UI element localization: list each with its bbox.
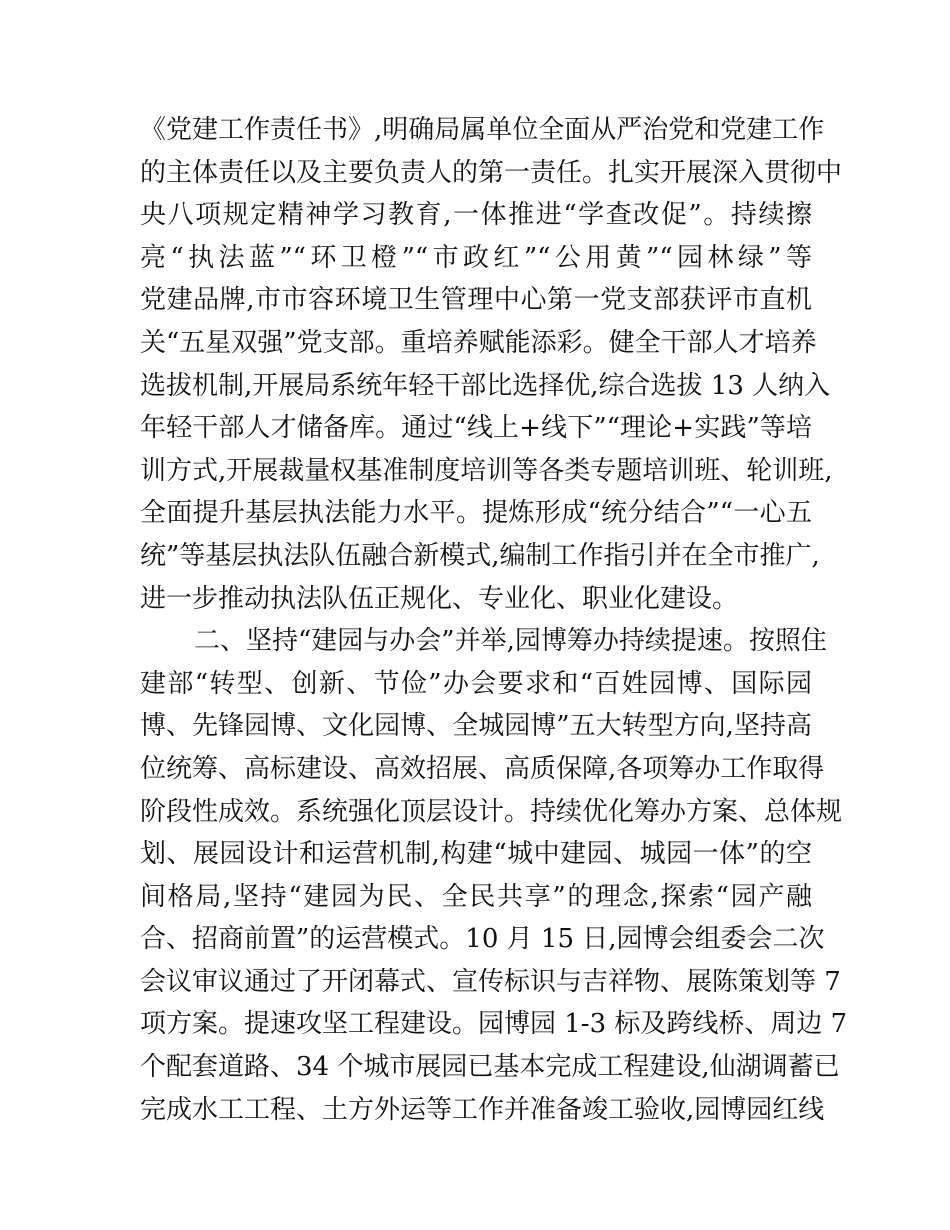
- text-line: 博、先锋园博、文化园博、全城园博”五大转型方向,坚持高: [140, 711, 812, 742]
- text-line: 央八项规定精神学习教育,一体推进“学查改促”。持续擦: [140, 200, 812, 231]
- text-line: 二、坚持“建园与办会”并举,园博筹办持续提速。按照住: [194, 626, 827, 657]
- document-body: [140, 109, 848, 1131]
- text-line: 亮“执法蓝”“环卫橙”“市政红”“公用黄”“园林绿”等: [140, 242, 812, 273]
- text-line: 关“五星双强”党支部。重培养赋能添彩。健全干部人才培养: [140, 327, 817, 358]
- text-line: 训方式,开展裁量权基准制度培训等各类专题培训班、轮训班,: [140, 455, 833, 486]
- text-line: 划、展园设计和运营机制,构建“城中建园、城园一体”的空: [140, 839, 812, 870]
- text-line: 进一步推动执法队伍正规化、专业化、职业化建设。: [140, 583, 739, 614]
- text-line: 《党建工作责任书》,明确局属单位全面从严治党和党建工作: [140, 115, 825, 145]
- text-line: 阶段性成效。系统强化顶层设计。持续优化筹办方案、总体规: [140, 796, 843, 827]
- text-line: 统”等基层执法队伍融合新模式,编制工作指引并在全市推广,: [140, 540, 820, 571]
- text-line: 年轻干部人才储备库。通过“线上+线下”“理论+实践”等培: [140, 413, 812, 444]
- text-line: 党建品牌,市市容环境卫生管理中心第一党支部获评市直机: [140, 285, 812, 316]
- text-line: 全面提升基层执法能力水平。提炼形成“统分结合”“一心五: [140, 498, 812, 529]
- paragraph: [140, 620, 848, 1131]
- text-line: 位统筹、高标建设、高效招展、高质保障,各项筹办工作取得: [140, 753, 825, 784]
- text-line: 会议审议通过了开闭幕式、宣传标识与吉祥物、展陈策划等 7: [140, 966, 841, 997]
- text-line: 选拔机制,开展局系统年轻干部比选择优,综合选拔 13 人纳入: [140, 370, 831, 401]
- text-line: 间格局,坚持“建园为民、全民共享”的理念,探索“园产融: [140, 881, 812, 912]
- text-line: 项方案。提速攻坚工程建设。园博园 1-3 标及跨线桥、周边 7: [140, 1009, 848, 1040]
- paragraph: [140, 109, 843, 620]
- text-line: 个配套道路、34 个城市展园已基本完成工程建设,仙湖调蓄已: [140, 1052, 840, 1083]
- text-line: 完成水工工程、土方外运等工作并准备竣工验收,园博园红线: [140, 1094, 825, 1125]
- text-line: 合、招商前置”的运营模式。10 月 15 日,园博会组委会二次: [140, 924, 825, 955]
- text-line: 建部“转型、创新、节俭”办会要求和“百姓园博、国际园: [140, 668, 812, 699]
- text-line: 的主体责任以及主要负责人的第一责任。扎实开展深入贯彻中: [140, 157, 843, 188]
